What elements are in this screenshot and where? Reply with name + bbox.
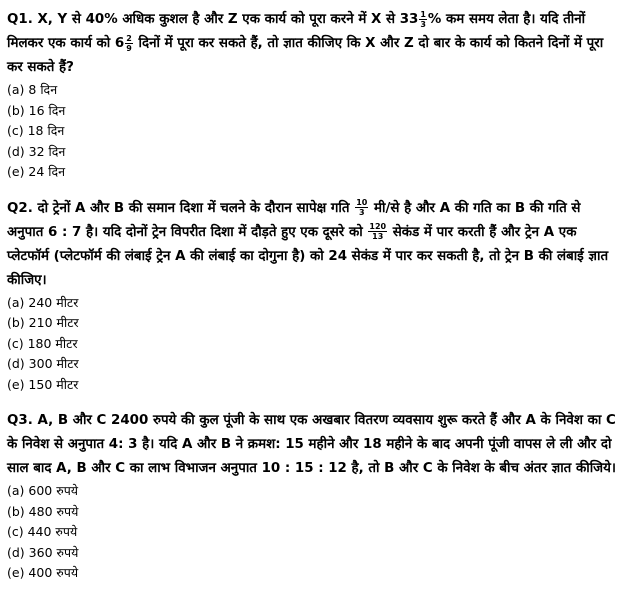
- fraction-numerator: 1: [420, 9, 426, 19]
- question-text-part: % कम समय लेता है। यदि तीनों मिलकर एक कार्य को 6: [7, 12, 586, 51]
- fraction-denominator: 3: [420, 19, 426, 29]
- option-d: (d) 300 मीटर: [7, 356, 79, 371]
- option-d: (d) 360 रुपये: [7, 544, 79, 560]
- question-1: [7, 8, 621, 183]
- fraction-numerator: 120: [369, 222, 387, 231]
- fraction-denominator: 3: [358, 208, 365, 217]
- question-1-text: [7, 8, 621, 80]
- question-3-text: [7, 409, 621, 481]
- fraction: [419, 10, 427, 29]
- question-number: Q3.: [7, 413, 33, 428]
- question-text-part: मी/से है और A की गति का B की गति से अनुपात 6 : 7 है। यदि दोनों ट्रेन विपरीत दिशा में दौड़ते हुए एक दूसरे को: [7, 200, 581, 240]
- fraction-denominator: 13: [372, 232, 384, 241]
- fraction-numerator: 10: [356, 198, 368, 207]
- option-b: (b) 210 मीटर: [7, 315, 79, 330]
- fraction-numerator: 2: [126, 33, 132, 43]
- option-c: (c) 18 दिन: [7, 123, 65, 138]
- question-number: Q2.: [7, 200, 33, 216]
- option-c: (c) 440 रुपये: [7, 524, 78, 539]
- question-number: Q1.: [7, 12, 33, 27]
- spacer: [7, 395, 621, 409]
- question-2-text: [7, 197, 621, 293]
- option-d: (d) 32 दिन: [7, 143, 66, 159]
- option-b: (b) 480 रुपये: [7, 503, 79, 519]
- question-text-part: सेकंड में पार करती हैं और ट्रेन A एक प्लेटफॉर्म (प्लेटफॉर्म की लंबाई ट्रेन A की लंबाई का दोगुना है) को 24 सेकंड में पार कर सकती है, तो ट्रेन B की लंबाई ज्ञात कीजिए।: [7, 224, 609, 288]
- option-a: (a) 8 दिन: [7, 82, 58, 97]
- question-2: [7, 197, 621, 396]
- fraction: [368, 222, 387, 241]
- options-list: [7, 481, 621, 584]
- option-b: (b) 16 दिन: [7, 102, 66, 118]
- fraction: [355, 198, 368, 217]
- question-text-part: दिनों में पूरा कर सकते हैं, तो ज्ञात कीजिए कि X और Z दो बार के कार्य को कितने दिनों में पूरा कर सकते हैं?: [7, 36, 604, 75]
- fraction: [125, 34, 133, 53]
- question-text: A, B और C 2400 रुपये की कुल पूंजी के साथ एक अखबार वितरण व्यवसाय शुरू करते हैं और A के निवेश का C के निवेश से अनुपात 4: 3 है। यदि A और B ने क्रमश: 15 महीने और 18 महीने के बाद अपनी पूंजी वापस ले ली और दो साल बाद A, B और C का लाभ विभाजन अनुपात 10 : 15 : 12 है, तो B और C के निवेश के बीच अंतर ज्ञात कीजिये।: [7, 413, 616, 476]
- question-text-part: X, Y से 40% अधिक कुशल है और Z एक कार्य को पूरा करने में X से 33: [32, 12, 419, 27]
- option-a: (a) 240 मीटर: [7, 294, 79, 310]
- question-text-part: दो ट्रेनों A और B की समान दिशा में चलने के दौरान सापेक्ष गति: [32, 200, 355, 216]
- option-e: (e) 400 रुपये: [7, 565, 79, 580]
- options-list: [7, 80, 621, 183]
- question-3: [7, 409, 621, 584]
- option-a: (a) 600 रुपये: [7, 483, 79, 498]
- option-e: (e) 24 दिन: [7, 164, 66, 179]
- option-e: (e) 150 मीटर: [7, 376, 79, 392]
- option-c: (c) 180 मीटर: [7, 335, 78, 351]
- spacer: [7, 183, 621, 197]
- options-list: [7, 293, 621, 396]
- fraction-denominator: 9: [126, 43, 132, 53]
